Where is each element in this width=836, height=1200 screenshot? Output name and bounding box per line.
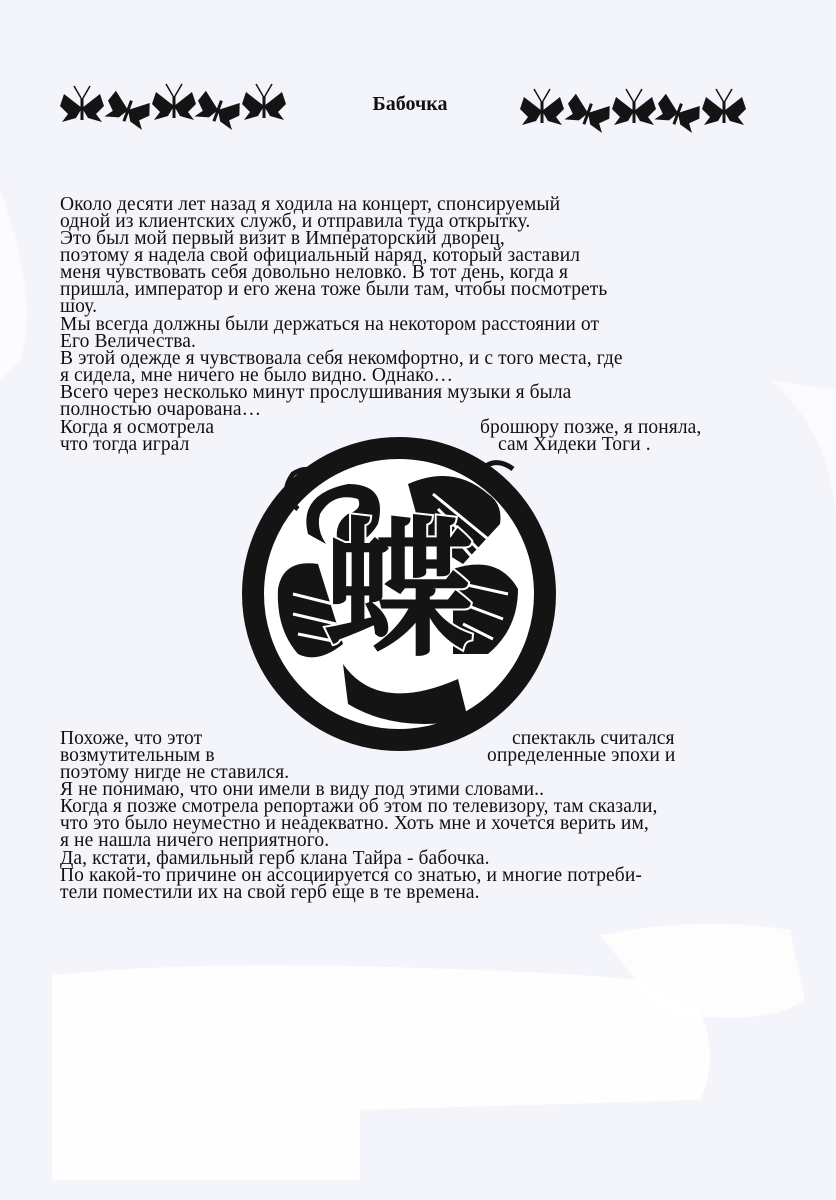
text-line: Всего через несколько минут прослушивания музыки я была <box>60 382 572 403</box>
text-line: тели поместили их на свой герб еще в те времена. <box>60 882 480 903</box>
butterfly-icon <box>612 89 656 125</box>
text-line: Это был мой первый визит в Императорский дворец, <box>60 228 505 249</box>
text-line: одной из клиентских служб, и отправила туда открытку. <box>60 211 531 232</box>
butterfly-icon <box>563 92 614 133</box>
butterfly-icon <box>520 89 564 125</box>
butterfly-icon <box>60 86 104 122</box>
text-line: Около десяти лет назад я ходила на концерт, спонсируемый <box>60 194 561 215</box>
text-line: я не нашла ничего неприятного. <box>60 830 330 851</box>
text-line: Да, кстати, фамильный герб клана Тайра - бабочка. <box>60 848 490 869</box>
crest-glyph: 蝶 <box>323 504 475 678</box>
butterfly-icon <box>103 89 154 130</box>
text-line: я сидела, мне ничего не было видно. Однако… <box>60 365 454 386</box>
text-line: что тогда играл <box>60 434 190 455</box>
text-line: Я не понимаю, что они имели в виду под этими словами.. <box>60 779 545 800</box>
text-line: сам Хидеки Тоги . <box>498 434 651 455</box>
text-line: шоу. <box>60 296 98 317</box>
butterfly-border-left <box>58 78 290 138</box>
text-line: Его Величества. <box>60 331 196 352</box>
text-line: возмутительным в <box>60 745 215 766</box>
text-line: поэтому я надела свой официальный наряд, который заставил <box>60 245 581 266</box>
text-line: брошюру позже, я поняла, <box>480 417 702 438</box>
text-line: Похоже, что этот <box>60 728 203 749</box>
butterfly-icon <box>653 92 704 133</box>
text-line: Мы всегда должны были держаться на некотором расстоянии от <box>60 314 600 335</box>
text-line: В этой одежде я чувствовала себя некомфортно, и с того места, где <box>60 348 623 369</box>
butterfly-icon <box>702 89 746 125</box>
page-title: Бабочка <box>372 93 448 115</box>
text-line: определенные эпохи и <box>487 745 676 766</box>
text-line: что это было неуместно и неадекватно. Хоть мне и хочется верить им, <box>60 813 649 834</box>
butterfly-border-right <box>518 83 750 143</box>
butterfly-icon <box>242 84 286 120</box>
text-line: пришла, император и его жена тоже были там, чтобы посмотреть <box>60 279 608 300</box>
text-line: меня чувствовать себя довольно неловко. В тот день, когда я <box>60 262 569 283</box>
butterfly-icon <box>193 89 244 130</box>
butterfly-crest-icon <box>238 414 560 774</box>
text-line: полностью очарована… <box>60 399 262 420</box>
text-line: спектакль считался <box>512 728 675 749</box>
text-line: Когда я осмотрела <box>60 417 215 438</box>
text-line: По какой-то причине он ассоциируется со знатью, и многие потреби- <box>60 865 642 886</box>
butterfly-icon <box>152 84 196 120</box>
text-line: Когда я позже смотрела репортажи об этом по телевизору, там сказали, <box>60 796 658 817</box>
text-line: поэтому нигде не ставился. <box>60 762 290 783</box>
